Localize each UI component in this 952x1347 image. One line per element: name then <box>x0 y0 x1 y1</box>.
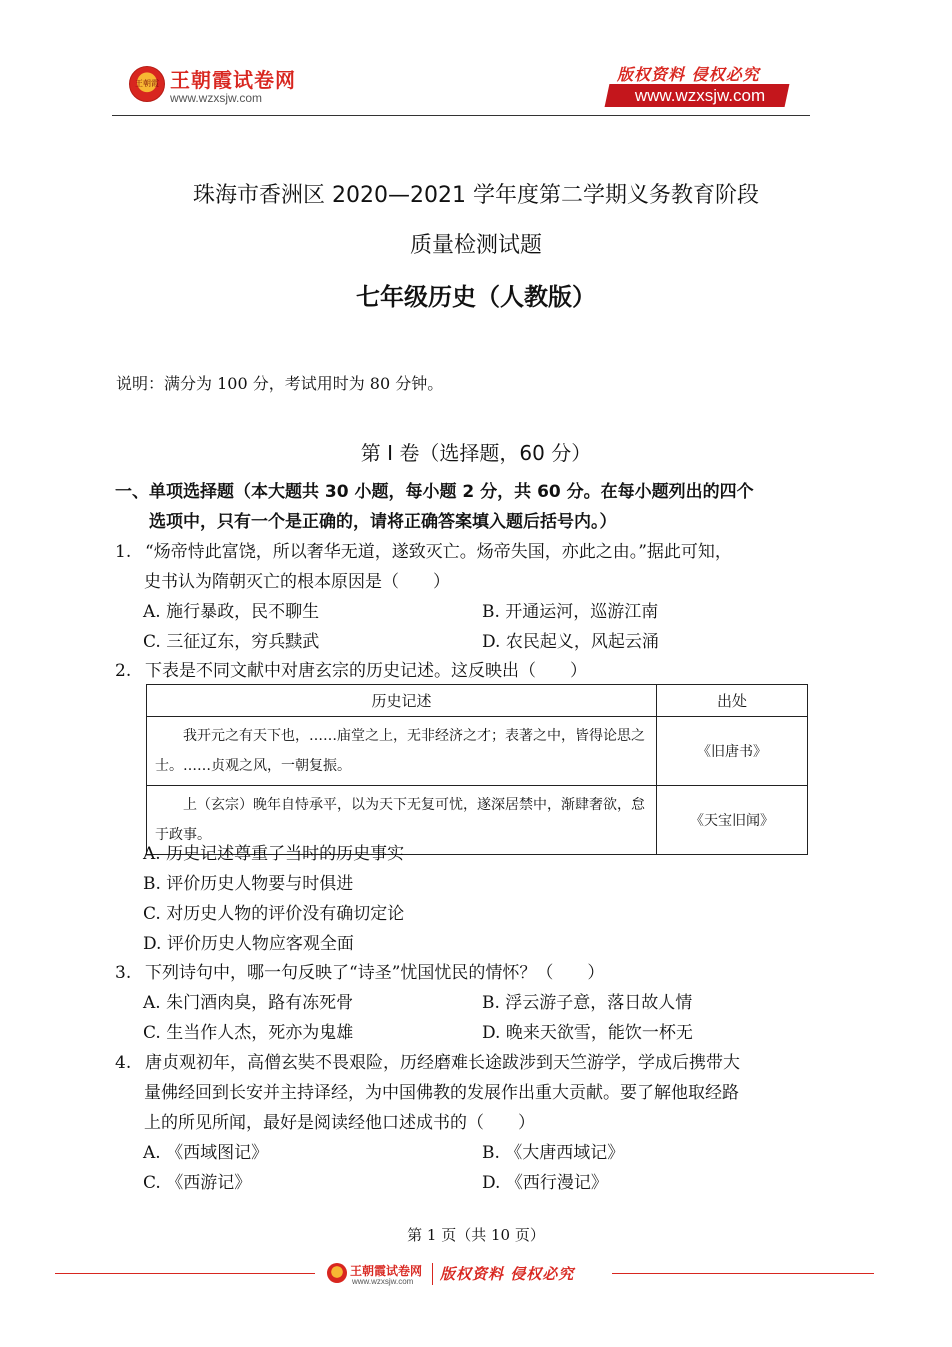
option-a: A. 朱门酒肉臭，路有冻死骨 <box>143 993 354 1013</box>
section-title: 第 I 卷（选择题，60 分） <box>360 441 592 465</box>
option-c: C. 对历史人物的评价没有确切定论 <box>143 904 405 924</box>
question-stem: 下表是不同文献中对唐玄宗的历史记述。这反映出（ ） <box>145 661 587 681</box>
question-2 <box>115 656 815 686</box>
seal-text: 王朝霞 <box>135 79 159 88</box>
history-records-table <box>146 684 808 855</box>
question-2-options <box>115 839 815 959</box>
option-a: A. 《西域图记》 <box>143 1143 269 1163</box>
footer-rule-right <box>612 1273 874 1274</box>
option-c: C. 《西游记》 <box>143 1173 252 1193</box>
page-number: 第 1 页（共 10 页） <box>407 1226 545 1244</box>
question-stem-cont: 史书认为隋朝灭亡的根本原因是（ ） <box>144 572 450 592</box>
option-d: D. 评价历史人物应客观全面 <box>143 934 354 954</box>
banner-url[interactable]: www.wzxsjw.com <box>634 86 766 105</box>
question-stem: “炀帝恃此富饶，所以奢华无道，遂致灭亡。炀帝失国，亦此之由。”据此可知， <box>145 542 732 562</box>
question-3 <box>115 958 815 1048</box>
table-cell-source: 《天宝旧闻》 <box>657 786 808 855</box>
question-stem-cont: 量佛经回到长安并主持译经，为中国佛教的发展作出重大贡献。要了解他取经路 <box>144 1083 739 1103</box>
exam-subject-title: 七年级历史（人教版） <box>356 283 596 311</box>
option-b: B. 评价历史人物要与时俱进 <box>143 874 354 894</box>
footer-brand-name: 王朝霞试卷网 <box>350 1264 423 1278</box>
option-d: D. 《西行漫记》 <box>482 1173 608 1193</box>
part-heading-line1: 一、单项选择题（本大题共 30 小题，每小题 2 分，共 60 分。在每小题列出的四个 <box>115 482 754 502</box>
option-c: C. 生当作人杰，死亦为鬼雄 <box>143 1023 354 1043</box>
brand-seal-icon <box>129 66 165 102</box>
footer-copyright: 版权资料 侵权必究 <box>440 1265 575 1283</box>
question-number: 1. <box>115 542 132 562</box>
footer-rule-left <box>55 1273 315 1274</box>
option-b: B. 《大唐西域记》 <box>482 1143 625 1163</box>
option-b: B. 浮云游子意，落日故人情 <box>482 993 693 1013</box>
exam-instructions: 说明：满分为 100 分，考试用时为 80 分钟。 <box>116 374 444 393</box>
copyright-notice: 版权资料 侵权必究 <box>617 65 760 84</box>
question-number: 4. <box>115 1053 132 1073</box>
footer-separator <box>432 1263 433 1285</box>
exam-title-line2: 质量检测试题 <box>409 233 542 258</box>
part-heading-line2: 选项中，只有一个是正确的，请将正确答案填入题后括号内。） <box>149 512 617 532</box>
footer-brand-url[interactable]: www.wzxsjw.com <box>352 1277 414 1286</box>
question-stem: 下列诗句中，哪一句反映了“诗圣”忧国忧民的情怀？（ ） <box>145 963 605 983</box>
question-number: 2. <box>115 661 132 681</box>
question-number: 3. <box>115 963 132 983</box>
brand-name: 王朝霞试卷网 <box>170 68 296 92</box>
table-header-records: 历史记述 <box>147 685 657 717</box>
brand-url[interactable]: www.wzxsjw.com <box>170 91 263 105</box>
part-heading <box>115 477 815 537</box>
exam-title-line1: 珠海市香洲区 2020—2021 学年度第二学期义务教育阶段 <box>193 183 759 208</box>
option-d: D. 晚来天欲雪，能饮一杯无 <box>482 1023 693 1043</box>
footer-seal-icon <box>327 1263 347 1283</box>
option-d: D. 农民起义，风起云涌 <box>482 632 659 652</box>
option-c: C. 三征辽东，穷兵黩武 <box>143 632 320 652</box>
question-stem: 唐贞观初年，高僧玄奘不畏艰险，历经磨难长途跋涉到天竺游学，学成后携带大 <box>145 1053 740 1073</box>
table-cell-record: 我开元之有天下也，……庙堂之上，无非经济之才；表著之中，皆得论思之士。……贞观之风，一朝复振。 <box>147 717 657 786</box>
option-a: A. 施行暴政，民不聊生 <box>143 602 320 622</box>
option-a: A. 历史记述尊重了当时的历史事实 <box>143 844 405 864</box>
table-header-source: 出处 <box>657 685 808 717</box>
question-4 <box>115 1048 815 1198</box>
table-cell-source: 《旧唐书》 <box>657 717 808 786</box>
question-stem-cont: 上的所见所闻，最好是阅读经他口述成书的（ ） <box>144 1113 535 1133</box>
table-cell-record: 上（玄宗）晚年自恃承平，以为天下无复可忧，遂深居禁中，渐肆奢欲，怠于政事。 <box>147 786 657 855</box>
header-divider <box>112 115 810 116</box>
option-b: B. 开通运河，巡游江南 <box>482 602 659 622</box>
question-1 <box>115 537 815 657</box>
